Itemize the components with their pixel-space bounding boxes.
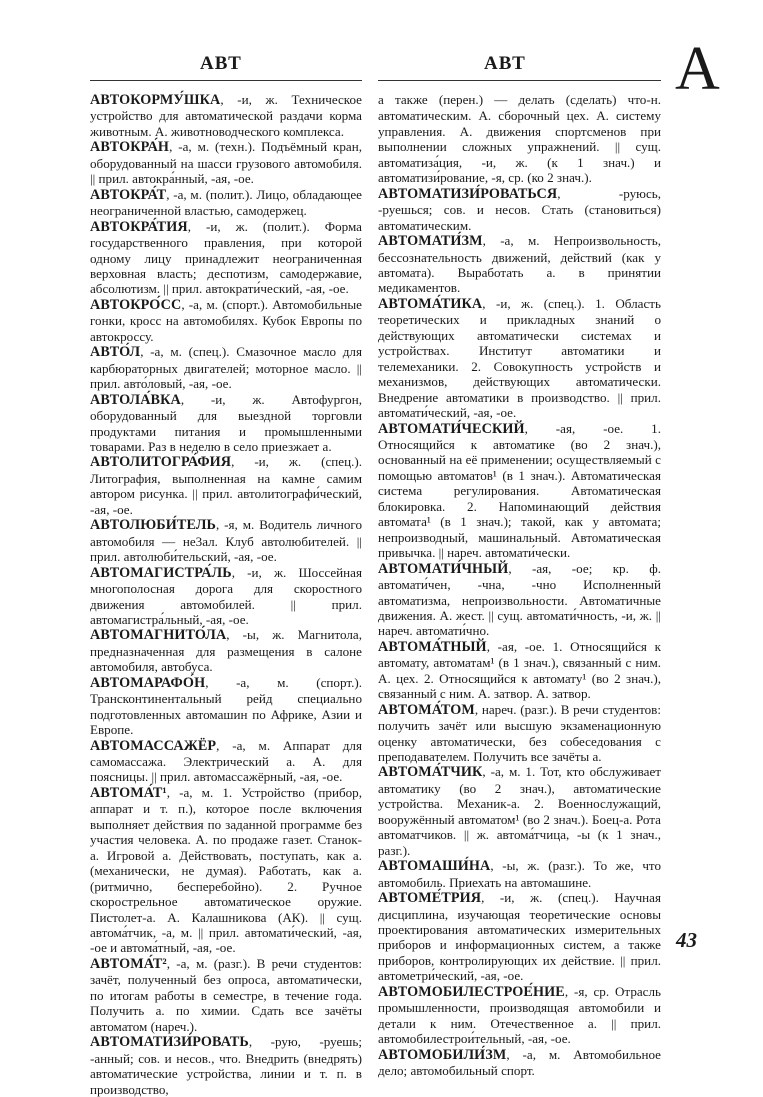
dictionary-entry xyxy=(90,219,362,297)
dictionary-entry xyxy=(378,186,661,233)
entry-headword: АВТОМА́Т² xyxy=(90,955,167,972)
dictionary-entry xyxy=(90,297,362,344)
entry-body: , -и, ж. Техническое устройство для автоматической раздачи корма животным. А. животноводческого комплекса. xyxy=(90,92,362,139)
dictionary-entry xyxy=(378,890,661,984)
dictionary-entry xyxy=(90,738,362,785)
entry-headword: АВТОМА́ТОМ xyxy=(378,701,475,718)
entry-headword: АВТОКРО́СС xyxy=(90,296,182,313)
entry-headword: АВТОМОБИЛЕСТРОЕ́НИЕ xyxy=(378,983,565,1000)
dictionary-entry xyxy=(90,627,362,674)
entry-body: , -а, м. 1. Устройство (прибор, аппарат и т. п.), которое после включения выполняет действия по заданной программе без участия человека. А. по продаже газет. Станок-а. Игровой а. Действовать, поступать, как а. (механически, не думая). Работать, как а. (ритмично, бесперебойно). 2. Ручное скорострельное автоматическое оружие. Пистолет-а. А. Калашникова (АК). || сущ. автома́тчик, -а, м. || прил. автомати́ческий, -ая, -ое и автома́тный, -ая, -ое. xyxy=(90,784,362,956)
entry-headword: АВТОМАТИ́ЧЕСКИЙ xyxy=(378,420,525,437)
dictionary-entry xyxy=(90,785,362,956)
entry-headword: АВТОМАГИСТРА́ЛЬ xyxy=(90,564,232,581)
page-number: 43 xyxy=(676,928,697,952)
entry-headword: АВТОКРА́Т xyxy=(90,186,167,203)
entry-body: а также (перен.) — делать (сделать) что-н. автоматическим. А. сборочный цех. А. систему управления. А. движения спортсменов при выполнении сложных упражнений. || сущ. автоматиза́ция, -и, ж. (к 1 знач.) и автоматизи́рование, -я, ср. (ко 2 знач.). xyxy=(378,92,661,186)
dictionary-entry xyxy=(378,1047,661,1079)
thumb-index-letter: А xyxy=(675,35,720,103)
dictionary-entry xyxy=(378,984,661,1047)
entry-body: , -я, ср. Отрасль промышленности, производящая автомобили и детали к ним. Отечественное а. || прил. автомобилестрои́тельный, -ая, -ое. xyxy=(378,983,661,1047)
entry-body: , -а, м. (техн.). Подъёмный кран, оборудованный на шасси грузового автомобиля. || прил. автокра́нный, -ая, -ое. xyxy=(90,139,362,187)
entry-body: , -и, ж. (полит.). Форма государственного правления, при которой одному лицу принадлежит неограниченная верховная власть; деспотизм, самодержавие, абсолютизм. || прил. автократи́ческий, -ая, -ое. xyxy=(90,218,362,297)
right-running-head: АВТ xyxy=(484,53,526,74)
entry-headword: АВТОМОБИЛИ́ЗМ xyxy=(378,1046,507,1063)
entry-body: , -руюсь, -руешься; сов. и несов. Стать (становиться) автоматическим. xyxy=(378,185,661,233)
entry-headword: АВТОКОРМУ́ШКА xyxy=(90,92,221,108)
entry-headword: АВТОМА́ТНЫЙ xyxy=(378,638,487,655)
entry-headword: АВТОМАССАЖЁР xyxy=(90,737,217,754)
dictionary-entry xyxy=(90,92,362,139)
dictionary-entry xyxy=(90,675,362,738)
left-header-rule xyxy=(90,80,362,81)
entry-headword: АВТОМАТИЗИ́РОВАТЬСЯ xyxy=(378,185,558,202)
entry-headword: АВТОМАТИЗИ́РОВАТЬ xyxy=(90,1034,249,1051)
entry-body: , -ы, ж. (разг.). То же, что автомобиль. Приехать на автомашине. xyxy=(378,858,661,890)
entry-headword: АВТОЛИТОГРА́ФИЯ xyxy=(90,454,232,471)
entry-headword: АВТОЛЮБИ́ТЕЛЬ xyxy=(90,517,216,534)
entry-headword: АВТО́Л xyxy=(90,344,141,361)
dictionary-entry xyxy=(90,392,362,455)
entry-body: , -а, м. (полит.). Лицо, обладающее неограниченной властью, самодержец. xyxy=(90,186,362,219)
entry-headword: АВТОМА́ТЧИК xyxy=(378,764,483,781)
entry-headword: АВТОМАТИ́ЧНЫЙ xyxy=(378,560,509,577)
entry-headword: АВТОКРА́Н xyxy=(90,139,170,156)
entry-body: , -а, м. Непроизвольность, бессознательность движений, действий (как у автомата). Выработать а. в принятии медикаментов. xyxy=(378,233,661,296)
entry-body: , -а, м. (спорт.). Трансконтинентальный рейд специально подготовленных автомашин по Африке, Азии и Европе. xyxy=(90,674,362,738)
entry-headword: АВТОЛА́ВКА xyxy=(90,391,181,408)
entry-body: , -и, ж. Шоссейная многополосная дорога для скоростного движения автомобилей. || прил. автомагистра́льный, -ая, -ое. xyxy=(90,564,362,627)
dictionary-entry xyxy=(90,565,362,628)
dictionary-entry xyxy=(378,561,661,639)
entry-body: , -а, м. (спец.). Смазочное масло для карбюраторных двигателей; моторное масло. || прил. авто́ловый, -ая, -ое. xyxy=(90,344,362,392)
entry-body: , -а, м. (разг.). В речи студентов: зачёт, полученный без опроса, автоматически, по итогам работы в семестре, в течение года. Получить а. по химии. Сдать все зачёты автоматом (нареч.). xyxy=(90,955,362,1034)
dictionary-entry xyxy=(378,858,661,890)
entry-body: , -и, ж. (спец.). Научная дисциплина, изучающая теоретические основы проектирования автоматических измерительных приборов и информационных систем, а также приборов, контролирующих их действие. || прил. автометри́ческий, -ая, -ое. xyxy=(378,890,661,984)
dictionary-entry xyxy=(90,1034,362,1097)
dictionary-entry xyxy=(90,956,362,1034)
dictionary-entry xyxy=(378,421,661,561)
dictionary-entry xyxy=(378,764,661,858)
right-column xyxy=(378,92,661,1079)
left-column xyxy=(90,92,362,1097)
dictionary-entry xyxy=(90,344,362,391)
entry-headword: АВТОМАШИ́НА xyxy=(378,858,491,875)
dictionary-entry xyxy=(90,454,362,517)
dictionary-entry xyxy=(378,296,661,421)
entry-body: , -рую, -руешь; -анный; сов. и несов., что. Внедрить (внедрять) автоматические устройства, линии и т. п. в производство, xyxy=(90,1034,362,1097)
dictionary-entry xyxy=(378,702,661,765)
entry-body: , -ая, -ое; кр. ф. автомати́чен, -чна, -чно Исполненный автоматизма, непроизвольности. Автоматичные движения. А. жест. || сущ. автомати́чность, -и, ж. || нареч. автомати́чно. xyxy=(378,560,661,639)
entry-body: , -я, м. Водитель личного автомобиля — не3ал. Клуб автолюбителей. || прил. автолюби́тельский, -ая, -ое. xyxy=(90,517,362,565)
dictionary-entry xyxy=(90,187,362,219)
entry-body: , -а, м. (спорт.). Автомобильные гонки, кросс на автомобилях. Кубок Европы по автокроссу. xyxy=(90,296,362,344)
entry-headword: АВТОКРА́ТИЯ xyxy=(90,218,188,235)
entry-body: , -и, ж. Автофургон, оборудованный для выездной торговли продуктами питания и промышленными товарами. Раз в неделю в село приезжает а. xyxy=(90,391,362,454)
entry-headword: АВТОМЕ́ТРИЯ xyxy=(378,890,482,907)
entry-headword: АВТОМА́ТИКА xyxy=(378,295,483,312)
entry-body: , -а, м. Аппарат для самомассажа. Электрический а. А. для поясницы. || прил. автомассажёрный, -ая, -ое. xyxy=(90,737,362,785)
dictionary-entry xyxy=(378,92,661,186)
right-header-rule xyxy=(378,80,661,81)
entry-headword: АВТОМАГНИТО́ЛА xyxy=(90,627,227,644)
dictionary-entry xyxy=(90,517,362,564)
dictionary-entry xyxy=(378,233,661,296)
dictionary-entry xyxy=(378,639,661,702)
entry-headword: АВТОМАРАФО́Н xyxy=(90,674,206,691)
entry-body: , -а, м. Автомобильное дело; автомобильный спорт. xyxy=(378,1046,661,1079)
entry-body: , -и, ж. (спец.). Литография, выполненная на камне самим автором рисунка. || прил. автолитографи́ческий, -ая, -ое. xyxy=(90,454,362,517)
left-running-head: АВТ xyxy=(200,53,242,74)
entry-body: , -ы, ж. Магнитола, предназначенная для размещения в салоне автомобиля, автобуса. xyxy=(90,627,362,675)
entry-body: , -а, м. 1. Тот, кто обслуживает автоматику (во 2 знач.), автоматические устройства. Механик-а. 2. Военнослужащий, вооружённый автоматом¹ (во 2 знач.). Боец-а. Рота автоматчиков. || ж. автома́тчица, -ы (к 1 знач., разг.). xyxy=(378,764,661,858)
entry-body: , -и, ж. (спец.). 1. Область теоретических и прикладных знаний о действующих автоматически системах и устройствах. Институт автоматики и телемеханики. 2. Совокупность устройств и механизмов, действующих автоматически. Внедрение автоматики в производство. || прил. автомати́ческий, -ая, -ое. xyxy=(378,295,661,421)
entry-headword: АВТОМАТИ́ЗМ xyxy=(378,233,483,250)
entry-headword: АВТОМА́Т¹ xyxy=(90,784,167,801)
entry-body: , нареч. (разг.). В речи студентов: получить зачёт или высшую экзаменационную оценку автоматически, без собеседования с преподавателем. Получить все зачёты а. xyxy=(378,701,661,765)
entry-body: , -ая, -ое. 1. Относящийся к автоматике (во 2 знач.), основанный на её применении; осуществляемый с помощью автоматов¹ (в 1 знач.). Автоматическая система регулирования. Автоматическая блокировка. 2. Напоминающий действия автомата¹ (в 1 знач.); такой, как у автомата; непроизводный, машинальный. Автоматическая привычка. || нареч. автомати́чески. xyxy=(378,420,661,561)
entry-body: , -ая, -ое. 1. Относящийся к автомату, автоматам¹ (в 1 знач.), связанный с ним. А. цех. 2. Относящийся к автомату¹ (во 2 знач.), связанный с ним. А. затвор. А. затвор. xyxy=(378,638,661,702)
dictionary-entry xyxy=(90,139,362,186)
